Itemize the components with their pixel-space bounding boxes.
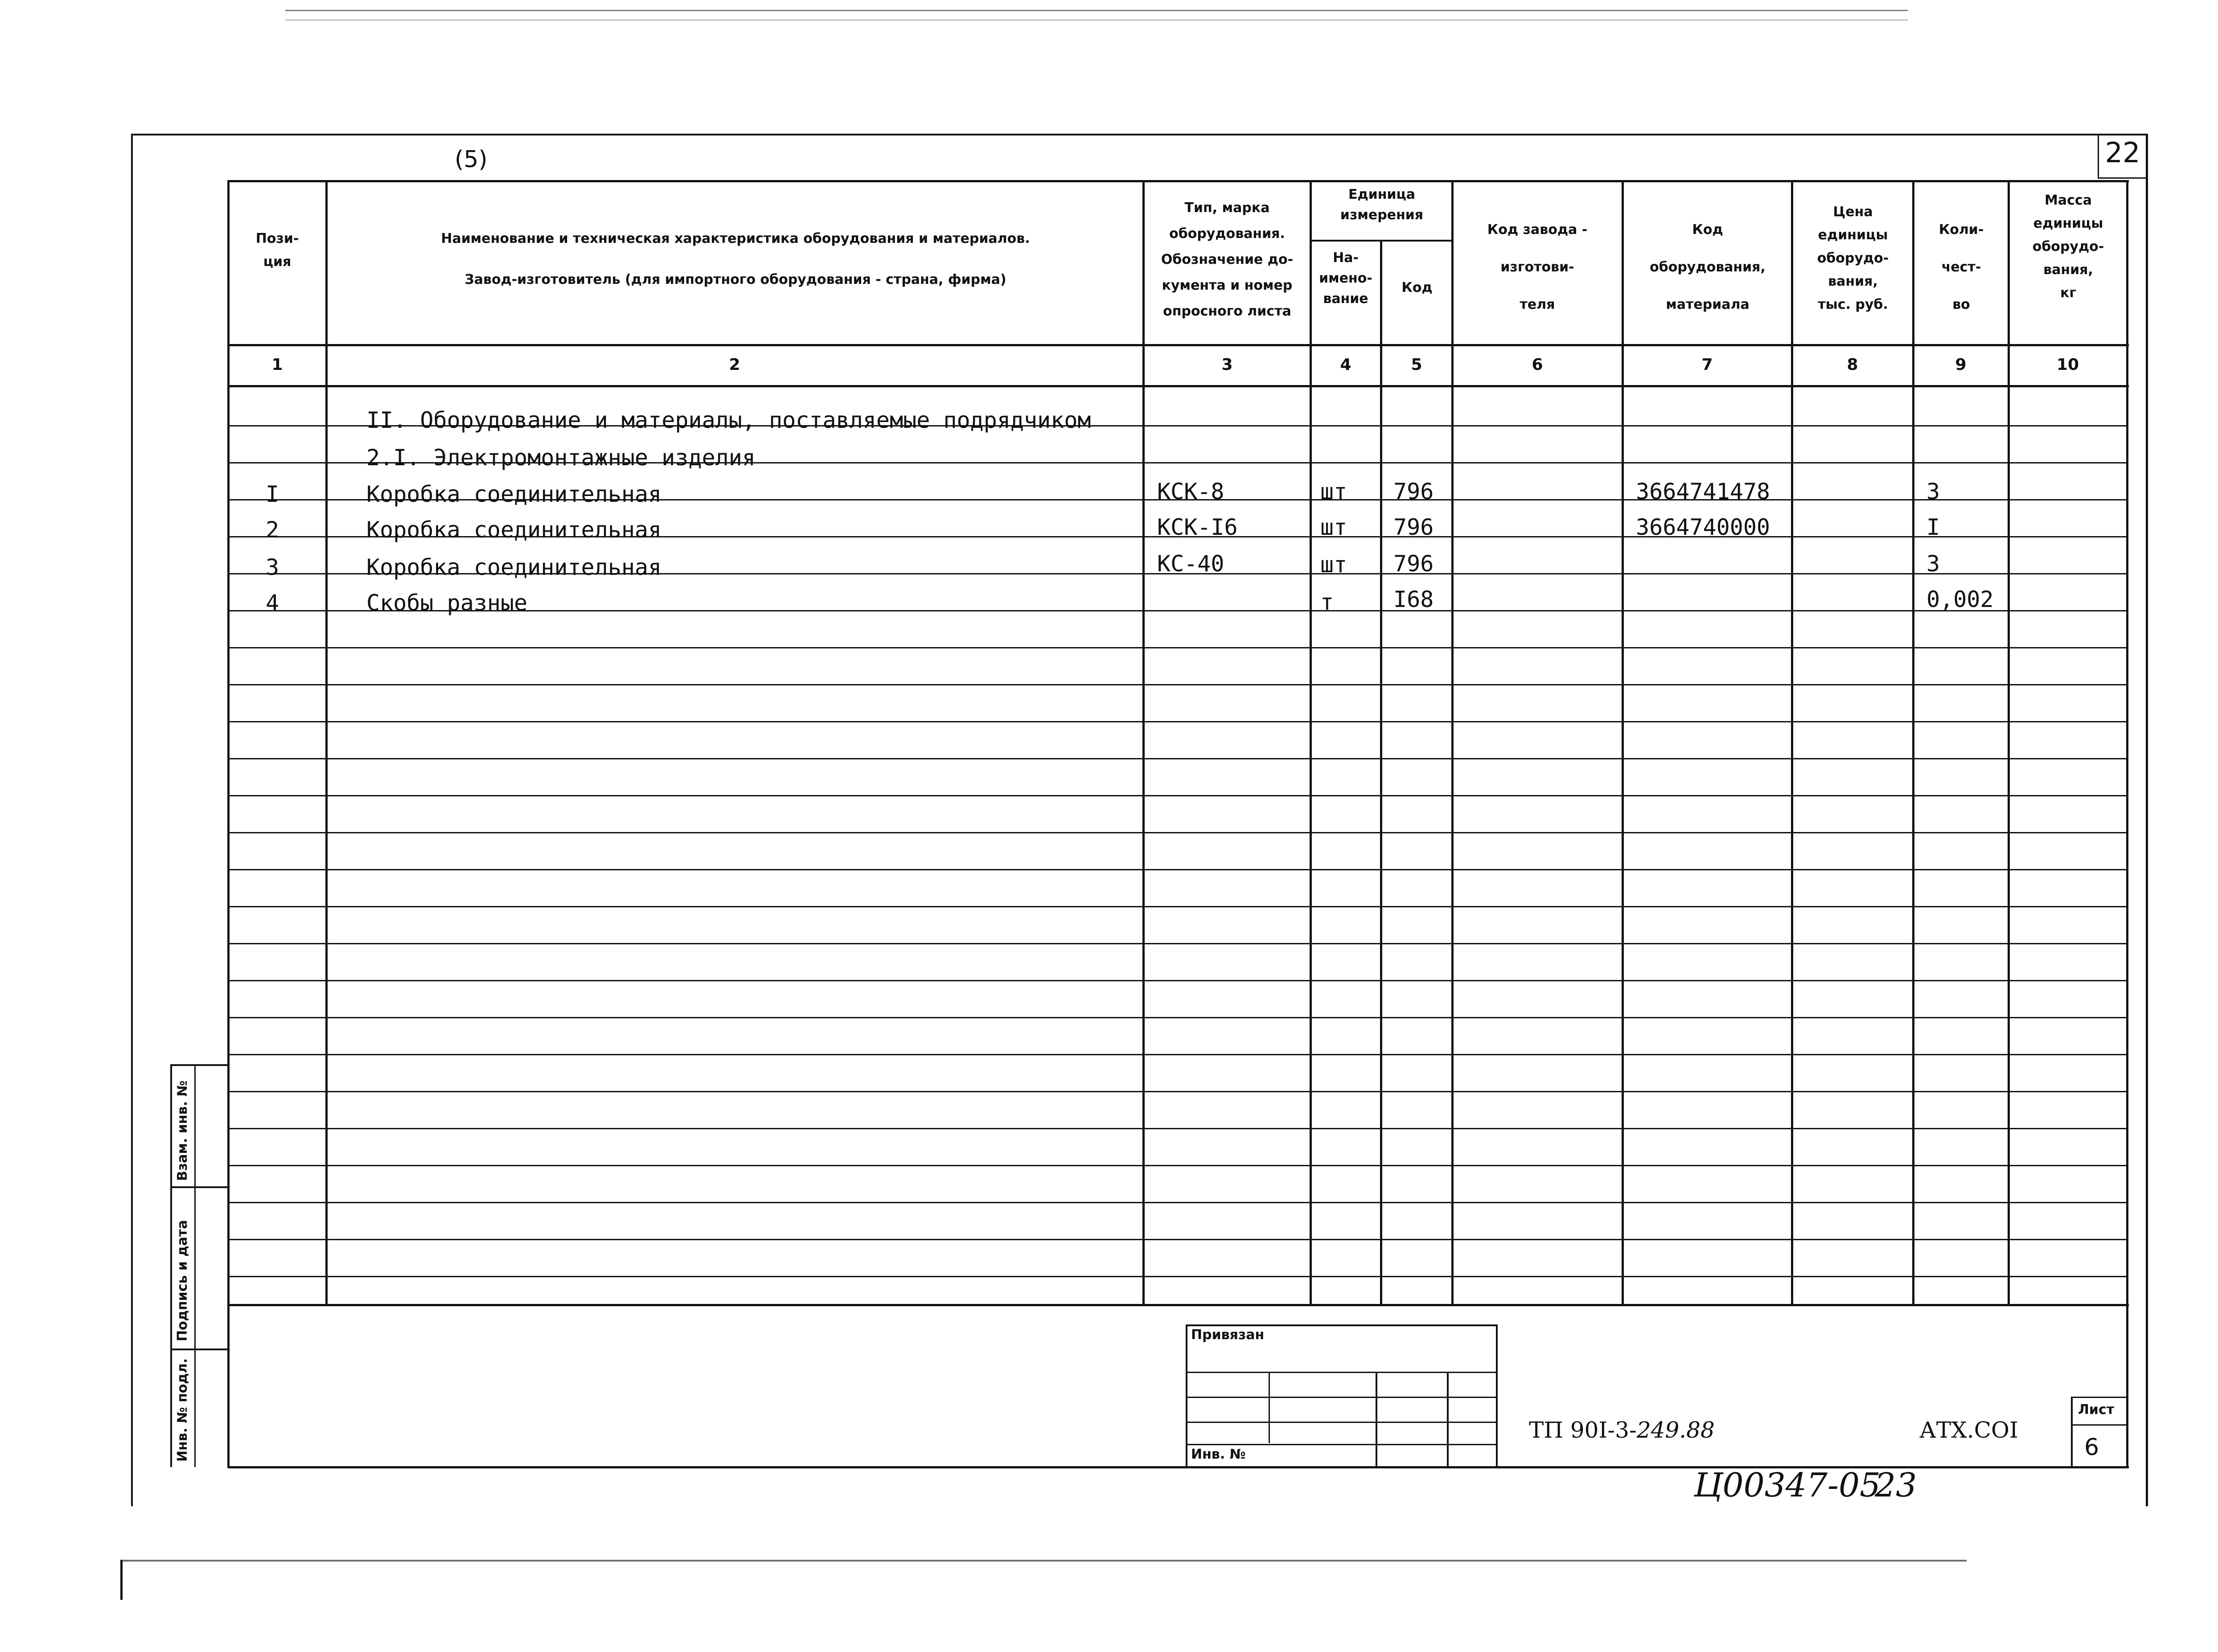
row-2-unit: шт	[1320, 514, 1347, 540]
row-line	[228, 1165, 2127, 1166]
column-number: 1	[271, 356, 283, 374]
side-stamp-inv-podl: Инв. № подл.	[175, 1358, 190, 1462]
unit-group-divider	[1310, 240, 1452, 242]
column-number: 9	[1955, 356, 1967, 374]
stamp-top	[1186, 1324, 1497, 1326]
section-title: II. Оборудование и материалы, поставляемые подрядчиком	[366, 407, 1091, 433]
row-1-pos: I	[266, 481, 279, 507]
column-number: 3	[1221, 356, 1233, 374]
header-col3: Тип, марка оборудования. Обозначение до- кумента и номер опросного листа	[1161, 200, 1294, 319]
stamp-line	[1186, 1397, 1497, 1398]
sheet-box-divider	[2071, 1424, 2128, 1426]
stamp-col	[1269, 1372, 1270, 1443]
stamp-col	[1376, 1372, 1377, 1468]
archive-page: 23	[1875, 1466, 1917, 1504]
col-sep	[1622, 180, 1624, 1306]
row-line	[228, 1017, 2127, 1018]
row-line	[228, 721, 2127, 722]
scan-artifact-line	[285, 10, 1908, 11]
row-3-type: КС-40	[1157, 551, 1224, 577]
header-unit-group: Единица измерения	[1340, 187, 1424, 223]
row-line	[228, 1202, 2127, 1203]
row-3-unit: шт	[1320, 552, 1347, 578]
header-col2: Наименование и техническая характеристика оборудования и материалов. Завод-изготовитель (для импортного оборудования - страна, фирма)	[441, 231, 1030, 287]
stamp-document-code: ТП 90I-3-249.88	[1529, 1417, 1715, 1443]
stamp-left	[1186, 1324, 1187, 1468]
stamp-right	[1496, 1324, 1498, 1468]
row-4-qty: 0,002	[1926, 586, 1994, 612]
col-sep	[1142, 180, 1145, 1306]
col-sep	[1912, 180, 1914, 1306]
side-stamp-divider	[170, 1349, 228, 1350]
row-4-unit: т	[1320, 589, 1334, 615]
side-stamp-left	[170, 1064, 172, 1467]
header-bottom	[228, 344, 2129, 346]
row-4-code: I68	[1393, 586, 1434, 612]
row-4-name: Скобы разные	[366, 590, 528, 616]
form-number: (5)	[455, 146, 488, 173]
corner-box-bottom	[2098, 177, 2148, 179]
stamp-line	[1186, 1372, 1497, 1373]
side-stamp-vzam: Взам. инв. №	[175, 1080, 190, 1181]
column-number: 6	[1532, 356, 1543, 374]
col-sep	[1791, 180, 1793, 1306]
sheet-box-left	[2071, 1397, 2073, 1468]
header-col1: Пози- ция	[255, 231, 299, 270]
side-stamp-inner	[194, 1064, 196, 1467]
row-3-code: 796	[1393, 551, 1434, 577]
column-number: 8	[1847, 356, 1858, 374]
row-4-pos: 4	[266, 590, 279, 616]
sheet-corner-number: 22	[2105, 136, 2140, 169]
row-3-qty: 3	[1926, 551, 1940, 577]
column-number: 7	[1701, 356, 1713, 374]
row-line	[228, 980, 2127, 981]
table-top	[228, 180, 2129, 182]
row-line	[228, 1128, 2127, 1129]
row-line	[228, 1054, 2127, 1055]
archive-number: Ц00347-05	[1694, 1466, 1881, 1504]
header-col9: Коли- чест- во	[1939, 222, 1984, 312]
row-1-qty: 3	[1926, 479, 1940, 504]
row-line	[228, 943, 2127, 944]
header-col4: На- имено- вание	[1319, 250, 1372, 307]
column-number: 10	[2056, 356, 2079, 374]
row-1-unit: шт	[1320, 479, 1347, 504]
stamp-line	[1186, 1444, 1497, 1445]
row-line	[228, 795, 2127, 796]
header-col8: Цена единицы оборудо- вания, тыс. руб.	[1817, 204, 1889, 312]
stamp-sheet-number: 6	[2084, 1434, 2099, 1461]
col-sep	[1310, 180, 1312, 1306]
header-col10: Масса единицы оборудо- вания, кг	[2032, 193, 2104, 301]
row-1-type: КСК-8	[1157, 479, 1224, 504]
row-line	[228, 832, 2127, 833]
row-line	[228, 647, 2127, 648]
header-col6: Код завода - изготови- теля	[1487, 222, 1588, 312]
row-2-pos: 2	[266, 517, 279, 543]
row-2-type: КСК-I6	[1157, 514, 1238, 540]
frame-top	[132, 134, 2148, 135]
col-sep	[325, 180, 328, 1306]
row-line	[228, 1276, 2127, 1277]
stamp-inv-no: Инв. №	[1191, 1447, 1246, 1462]
subsection-title: 2.I. Электромонтажные изделия	[366, 445, 756, 471]
sheet-box-top	[2071, 1397, 2128, 1398]
col-sep	[1380, 241, 1382, 1306]
row-2-equip-code: 3664740000	[1636, 514, 1770, 540]
row-line	[228, 1091, 2127, 1092]
stamp-privyazan: Привязан	[1191, 1327, 1265, 1343]
scan-artifact-line	[121, 1560, 1967, 1562]
column-number: 2	[729, 356, 740, 374]
column-number: 5	[1411, 356, 1422, 374]
stamp-designation: АТХ.COI	[1919, 1417, 2018, 1443]
row-1-code: 796	[1393, 479, 1434, 504]
scan-artifact-line	[120, 1560, 123, 1600]
side-stamp-top	[170, 1064, 228, 1066]
stamp-sheet-label: Лист	[2078, 1402, 2115, 1418]
header-col5: Код	[1401, 280, 1433, 295]
stamp-col	[1447, 1372, 1449, 1468]
row-2-name: Коробка соединительная	[366, 517, 662, 543]
side-stamp-signature: Подпись и дата	[175, 1220, 190, 1341]
col-sep	[1451, 180, 1454, 1306]
column-number: 4	[1340, 356, 1351, 374]
row-1-name: Коробка соединительная	[366, 481, 662, 507]
row-2-qty: I	[1926, 514, 1940, 540]
row-line	[228, 869, 2127, 870]
row-line	[228, 758, 2127, 759]
row-line	[228, 906, 2127, 907]
stamp-line	[1186, 1422, 1497, 1423]
row-line	[228, 684, 2127, 685]
row-1-equip-code: 3664741478	[1636, 479, 1770, 504]
frame-left	[131, 134, 133, 1506]
frame-right	[2146, 134, 2148, 1506]
col-sep	[2008, 180, 2010, 1306]
row-2-code: 796	[1393, 514, 1434, 540]
side-stamp-divider	[170, 1186, 228, 1188]
row-line	[228, 1239, 2127, 1240]
header-col7: Код оборудования, материала	[1650, 222, 1766, 312]
table-body-bottom	[228, 1304, 2129, 1306]
row-3-pos: 3	[266, 554, 279, 580]
row-3-name: Коробка соединительная	[366, 554, 662, 580]
corner-box-left	[2098, 134, 2099, 178]
colnum-bottom	[228, 385, 2129, 387]
